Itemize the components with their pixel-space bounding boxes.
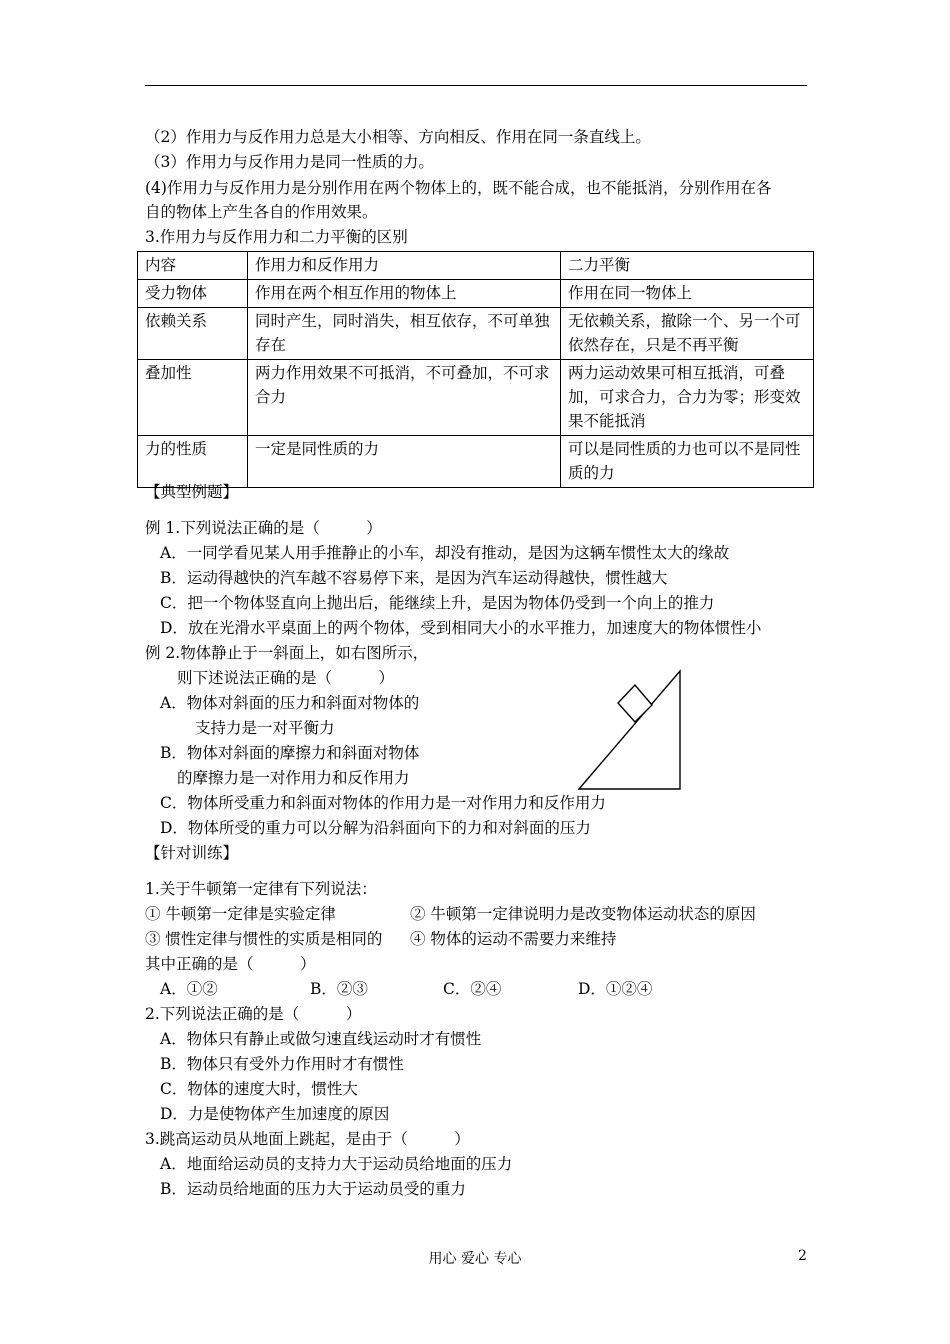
table-cell: 两力作用效果不可抵消，不可叠加，不可求合力: [248, 360, 561, 436]
footer-text: 用心 爱心 专心: [428, 1251, 522, 1267]
question-2-option-d: D．力是使物体产生加速度的原因: [160, 1105, 390, 1123]
text-line: （2）作用力与反作用力总是大小相等、方向相反、作用在同一条直线上。: [145, 128, 651, 146]
question-1-statement: ③ 惯性定律与惯性的实质是相同的: [145, 930, 383, 948]
question-2-option-b: B．物体只有受外力作用时才有惯性: [160, 1055, 404, 1073]
question-3-option-a: A．地面给运动员的支持力大于运动员给地面的压力: [160, 1155, 513, 1173]
question-1-option-a: A．①②: [160, 980, 218, 998]
comparison-table: [137, 251, 814, 488]
table-row: [138, 308, 814, 360]
question-3-option-b: B．运动员给地面的压力大于运动员受的重力: [160, 1180, 466, 1198]
example-1-option-c: C．把一个物体竖直向上抛出后，能继续上升，是因为物体仍受到一个向上的推力: [160, 594, 715, 612]
example-1-stem: 例 1.下列说法正确的是（ ）: [145, 519, 382, 537]
example-1-option-a: A．一同学看见某人用手推静止的小车，却没有推动，是因为这辆车惯性太大的缘故: [160, 544, 730, 562]
example-2-stem: 则下述说法正确的是（ ）: [177, 669, 395, 687]
table-header-cell: 内容: [138, 252, 248, 280]
table-cell: 力的性质: [138, 436, 248, 488]
example-2-stem: 例 2.物体静止于一斜面上，如右图所示，: [145, 644, 429, 662]
text-line: 自的物体上产生各自的作用效果。: [145, 203, 378, 221]
table-cell: 作用在两个相互作用的物体上: [248, 280, 561, 308]
question-1-option-d: D．①②④: [578, 980, 653, 998]
table-cell: 叠加性: [138, 360, 248, 436]
example-2-option-c: C．物体所受重力和斜面对物体的作用力是一对作用力和反作用力: [160, 794, 606, 812]
question-1-statement: ④ 物体的运动不需要力来维持: [410, 930, 617, 948]
table-row: [138, 436, 814, 488]
page-number: 2: [798, 1248, 807, 1264]
table-cell: 同时产生，同时消失，相互依存，不可单独存在: [248, 308, 561, 360]
text-line: （3）作用力与反作用力是同一性质的力。: [145, 153, 434, 171]
table-header-row: [138, 252, 814, 280]
question-1-option-b: B．②③: [310, 980, 368, 998]
example-1-option-b: B．运动得越快的汽车越不容易停下来，是因为汽车运动得越快，惯性越大: [160, 569, 668, 587]
table-header-cell: 作用力和反作用力: [248, 252, 561, 280]
table-cell: 可以是同性质的力也可以不是同性质的力: [561, 436, 814, 488]
block-on-incline: [618, 685, 652, 722]
example-1-option-d: D．放在光滑水平桌面上的两个物体，受到相同大小的水平推力，加速度大的物体惯性小: [160, 619, 762, 637]
incline-triangle: [579, 671, 680, 789]
example-2-option-a: 支持力是一对平衡力: [195, 719, 335, 737]
example-2-option-a: A．物体对斜面的压力和斜面对物体的: [160, 694, 420, 712]
table-row: [138, 360, 814, 436]
table-cell: 作用在同一物体上: [561, 280, 814, 308]
question-2-option-c: C．物体的速度大时，惯性大: [160, 1080, 358, 1098]
question-1-option-c: C．②④: [443, 980, 502, 998]
question-2-stem: 2.下列说法正确的是（ ）: [145, 1005, 362, 1023]
table-cell: 依赖关系: [138, 308, 248, 360]
question-1-statement: ① 牛顿第一定律是实验定律: [145, 905, 336, 923]
table-cell: 一定是同性质的力: [248, 436, 561, 488]
example-2-option-b: B．物体对斜面的摩擦力和斜面对物体: [160, 744, 420, 762]
text-line: (4)作用力与反作用力是分别作用在两个物体上的，既不能合成，也不能抵消，分别作用在各: [145, 179, 772, 197]
incline-figure: [575, 665, 685, 795]
example-2-option-d: D．物体所受的重力可以分解为沿斜面向下的力和对斜面的压力: [160, 819, 591, 837]
question-3-stem: 3.跳高运动员从地面上跳起，是由于（ ）: [145, 1130, 470, 1148]
table-cell: 受力物体: [138, 280, 248, 308]
table-cell: 两力运动效果可相互抵消，可叠加，可求合力，合力为零；形变效果不能抵消: [561, 360, 814, 436]
example-2-option-b: 的摩擦力是一对作用力和反作用力: [177, 769, 410, 787]
question-1-ask: 其中正确的是（ ）: [145, 955, 316, 973]
table-cell: 无依赖关系，撤除一个、另一个可依然存在，只是不再平衡: [561, 308, 814, 360]
table-header-cell: 二力平衡: [561, 252, 814, 280]
section-heading-training: 【针对训练】: [145, 844, 239, 862]
header-rule: [145, 85, 807, 86]
table-row: [138, 280, 814, 308]
table-caption: 3.作用力与反作用力和二力平衡的区别: [145, 228, 408, 246]
question-2-option-a: A．物体只有静止或做匀速直线运动时才有惯性: [160, 1030, 482, 1048]
section-heading-examples: 【典型例题】: [145, 483, 239, 501]
question-1-stem: 1.关于牛顿第一定律有下列说法：: [145, 880, 377, 898]
question-1-statement: ② 牛顿第一定律说明力是改变物体运动状态的原因: [410, 905, 756, 923]
